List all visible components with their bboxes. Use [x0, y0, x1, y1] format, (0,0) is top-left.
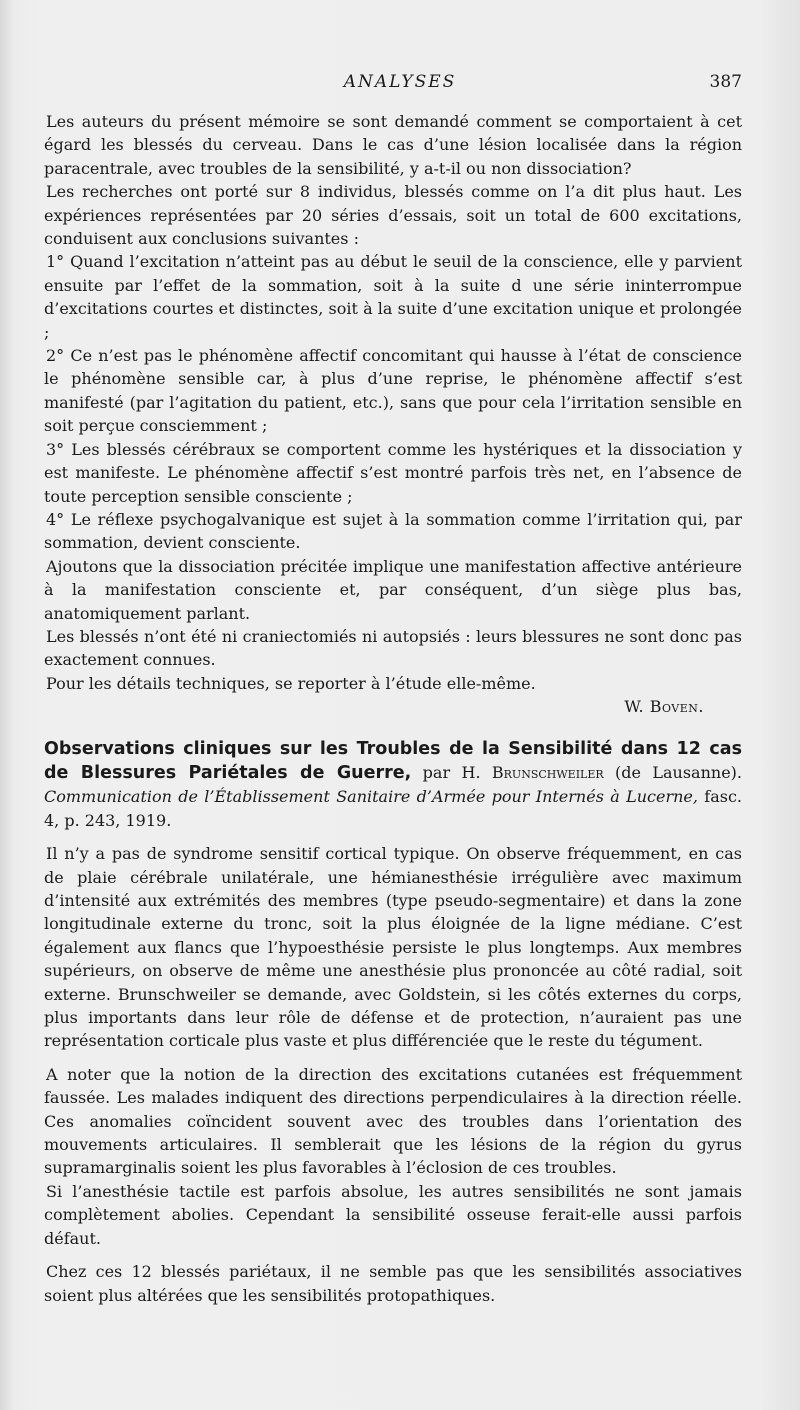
- page-body: [44, 110, 742, 1307]
- by-word: par: [422, 762, 451, 782]
- reviewer-name: W. Boven.: [624, 697, 704, 717]
- spacer: [44, 1250, 742, 1260]
- running-title: ANALYSES: [343, 72, 457, 92]
- paragraph: Les blessés n’ont été ni craniectomiés ni autopsiés : leurs blessures ne sont donc pas exactement connues.: [44, 626, 742, 670]
- article-title: Observations cliniques sur les Troubles de la Sensibilité dans 12 cas de Blessures Pariétales de Guerre,: [44, 738, 742, 783]
- article-citation: fasc. 4, p. 243, 1919.: [44, 787, 742, 830]
- paragraph: Chez ces 12 blessés pariétaux, il ne semble pas que les sensibilités associatives soient plus altérées que les sensibilités protopathiques.: [44, 1262, 742, 1305]
- paragraph: 1° Quand l’excitation n’atteint pas au début le seuil de la conscience, elle y parvient ensuite par l’effet de la sommation, soit à la suite d une série ininterrompue d’excitations courtes et distinctes, soit à la suite d’une excitation unique et prolongée ;: [44, 252, 742, 342]
- paragraph: 4° Le réflexe psychogalvanique est sujet à la sommation comme l’irritation qui, par sommation, devient consciente.: [44, 509, 742, 553]
- article-source: Communication de l’Établissement Sanitaire d’Armée pour Internés à Lucerne,: [44, 787, 698, 807]
- author-affiliation: (de Lausanne).: [615, 762, 742, 782]
- paragraph: Les auteurs du présent mémoire se sont demandé comment se comportaient à cet égard les blessés du cerveau. Dans le cas d’une lésion localisée dans la région paracentrale, avec troubles de la sensibilité, y a-t-il ou non dissociation?: [44, 112, 742, 178]
- review-boven: [44, 110, 742, 719]
- paragraph: Il n’y a pas de syndrome sensitif cortical typique. On observe fréquemment, en cas de plaie cérébrale unilatérale, une hémianesthésie irrégulière avec maximum d’intensité aux extrémités des membres (type pseudo-segmentaire) et dans la zone longitudinale externe du tronc, soit la plus éloignée de la ligne médiane. C’est également aux flancs que l’hypoesthésie persiste le plus longtemps. Aux membres supérieurs, on observe de même une anesthésie plus prononcée au côté radial, soit externe. Brunschweiler se demande, avec Goldstein, si les côtés externes du corps, plus importants dans leur rôle de défense et de protection, n’auraient pas une représentation corticale plus vaste et plus différenciée que le reste du tégument.: [44, 844, 742, 1051]
- paragraph: Ajoutons que la dissociation précitée implique une manifestation affective antérieure à la manifestation consciente et, par conséquent, d’un siège plus bas, anatomiquement parlant.: [44, 556, 742, 623]
- review-brunschweiler: [44, 737, 742, 1307]
- reviewer-signature: [44, 695, 742, 718]
- paragraph: A noter que la notion de la direction des excitations cutanées est fréquemment faussée. Les malades indiquent des directions perpendiculaires à la direction réelle. Ces anomalies coïncident souvent avec des troubles dans l’orientation des mouvements articulaires. Il semblerait que les lésions de la région du gyrus supramarginalis soient les plus favorables à l’éclosion de ces troubles.: [44, 1064, 742, 1178]
- page-header: [0, 72, 800, 96]
- paragraph: Si l’anesthésie tactile est parfois absolue, les autres sensibilités ne sont jamais complètement abolies. Cependant la sensibilité osseuse ferait-elle aussi parfois défaut.: [44, 1181, 742, 1248]
- paragraph: Pour les détails techniques, se reporter à l’étude elle-même.: [46, 673, 536, 693]
- article-heading: [44, 737, 742, 833]
- spacer: [44, 832, 742, 842]
- paragraph: 2° Ce n’est pas le phénomène affectif concomitant qui hausse à l’état de conscience le phénomène sensible car, à plus d’une reprise, le phénomène affectif s’est manifesté (par l’agitation du patient, etc.), sans que pour cela l’irritation sensible en soit perçue consciemment ;: [44, 346, 742, 436]
- page-number: 387: [709, 72, 742, 92]
- article-author: H. Brunschweiler: [461, 762, 604, 782]
- spacer: [44, 1053, 742, 1063]
- paragraph: Les recherches ont porté sur 8 individus, blessés comme on l’a dit plus haut. Les expériences représentées par 20 séries d’essais, soit un total de 600 excitations, conduisent aux conclusions suivantes :: [44, 182, 742, 249]
- paragraph: 3° Les blessés cérébraux se comportent comme les hystériques et la dissociation y est manifeste. Le phénomène affectif s’est montré parfois très net, en l’absence de toute perception sensible consciente ;: [44, 439, 742, 506]
